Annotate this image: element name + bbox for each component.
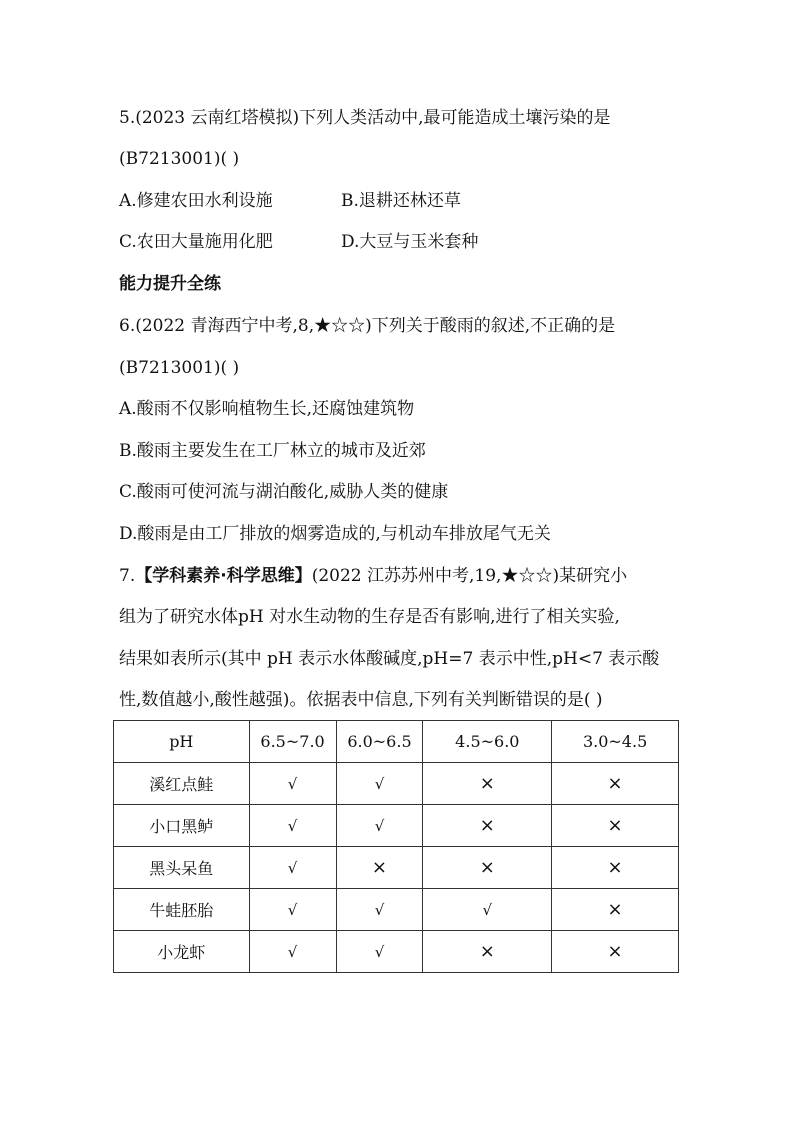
q5-option-a: A.修建农田水利设施 bbox=[119, 191, 273, 211]
result-cell: √ bbox=[249, 763, 336, 805]
result-cell: √ bbox=[249, 847, 336, 889]
result-cell: √ bbox=[423, 889, 552, 931]
table-row bbox=[114, 889, 679, 931]
q5-option-b: B.退耕还林还草 bbox=[341, 191, 461, 211]
q7-stem-line2: 组为了研究水体pH 对水生动物的生存是否有影响,进行了相关实验, bbox=[119, 607, 620, 627]
result-cell: × bbox=[423, 847, 552, 889]
result-cell: √ bbox=[336, 889, 423, 931]
table-row bbox=[114, 805, 679, 847]
result-cell: √ bbox=[249, 931, 336, 973]
section-title: 能力提升全练 bbox=[119, 274, 221, 294]
q5-stem-line1: 5.(2023 云南红塔模拟)下列人类活动中,最可能造成土壤污染的是 bbox=[119, 108, 611, 128]
q7-tag: 【学科素养·科学思维】 bbox=[135, 566, 312, 586]
q6-option-a: A.酸雨不仅影响植物生长,还腐蚀建筑物 bbox=[119, 399, 415, 419]
q7-stem-line1 bbox=[119, 564, 627, 588]
q6-stem-line2: (B7213001)( ) bbox=[119, 358, 240, 378]
result-cell: × bbox=[336, 847, 423, 889]
result-cell: × bbox=[423, 931, 552, 973]
q5-option-d: D.大豆与玉米套种 bbox=[341, 232, 479, 252]
table-header-cell: 4.5~6.0 bbox=[423, 721, 552, 763]
table-header-cell: 3.0~4.5 bbox=[552, 721, 679, 763]
table-row bbox=[114, 847, 679, 889]
result-cell: × bbox=[552, 805, 679, 847]
q6-option-c: C.酸雨可使河流与湖泊酸化,威胁人类的健康 bbox=[119, 482, 449, 502]
result-cell: × bbox=[552, 763, 679, 805]
q5-option-c: C.农田大量施用化肥 bbox=[119, 232, 273, 252]
q7-stem-line4: 性,数值越小,酸性越强)。依据表中信息,下列有关判断错误的是( ) bbox=[119, 690, 603, 710]
species-name: 黑头呆鱼 bbox=[114, 847, 250, 889]
species-name: 溪红点鲑 bbox=[114, 763, 250, 805]
result-cell: √ bbox=[336, 763, 423, 805]
result-cell: √ bbox=[336, 931, 423, 973]
results-table bbox=[113, 720, 679, 973]
table-header-cell: 6.0~6.5 bbox=[336, 721, 423, 763]
result-cell: √ bbox=[249, 889, 336, 931]
q6-stem-line1: 6.(2022 青海西宁中考,8,★☆☆)下列关于酸雨的叙述,不正确的是 bbox=[119, 316, 616, 336]
q5-stem-line2: (B7213001)( ) bbox=[119, 149, 240, 169]
species-name: 牛蛙胚胎 bbox=[114, 889, 250, 931]
species-name: 小口黑鲈 bbox=[114, 805, 250, 847]
result-cell: √ bbox=[336, 805, 423, 847]
q6-option-b: B.酸雨主要发生在工厂林立的城市及近郊 bbox=[119, 441, 426, 461]
q7-stem-line1-rest: (2022 江苏苏州中考,19,★☆☆)某研究小 bbox=[311, 566, 628, 586]
q6-option-d: D.酸雨是由工厂排放的烟雾造成的,与机动车排放尾气无关 bbox=[119, 524, 551, 544]
result-cell: × bbox=[552, 889, 679, 931]
table-row bbox=[114, 931, 679, 973]
table-header-row bbox=[114, 721, 679, 763]
table-row bbox=[114, 763, 679, 805]
species-name: 小龙虾 bbox=[114, 931, 250, 973]
result-cell: × bbox=[552, 847, 679, 889]
q7-number: 7. bbox=[119, 566, 136, 586]
q7-stem-line3: 结果如表所示(其中 pH 表示水体酸碱度,pH=7 表示中性,pH<7 表示酸 bbox=[119, 649, 660, 669]
result-cell: √ bbox=[249, 805, 336, 847]
result-cell: × bbox=[423, 763, 552, 805]
table-header-cell: pH bbox=[114, 721, 250, 763]
table-header-cell: 6.5~7.0 bbox=[249, 721, 336, 763]
result-cell: × bbox=[423, 805, 552, 847]
result-cell: × bbox=[552, 931, 679, 973]
